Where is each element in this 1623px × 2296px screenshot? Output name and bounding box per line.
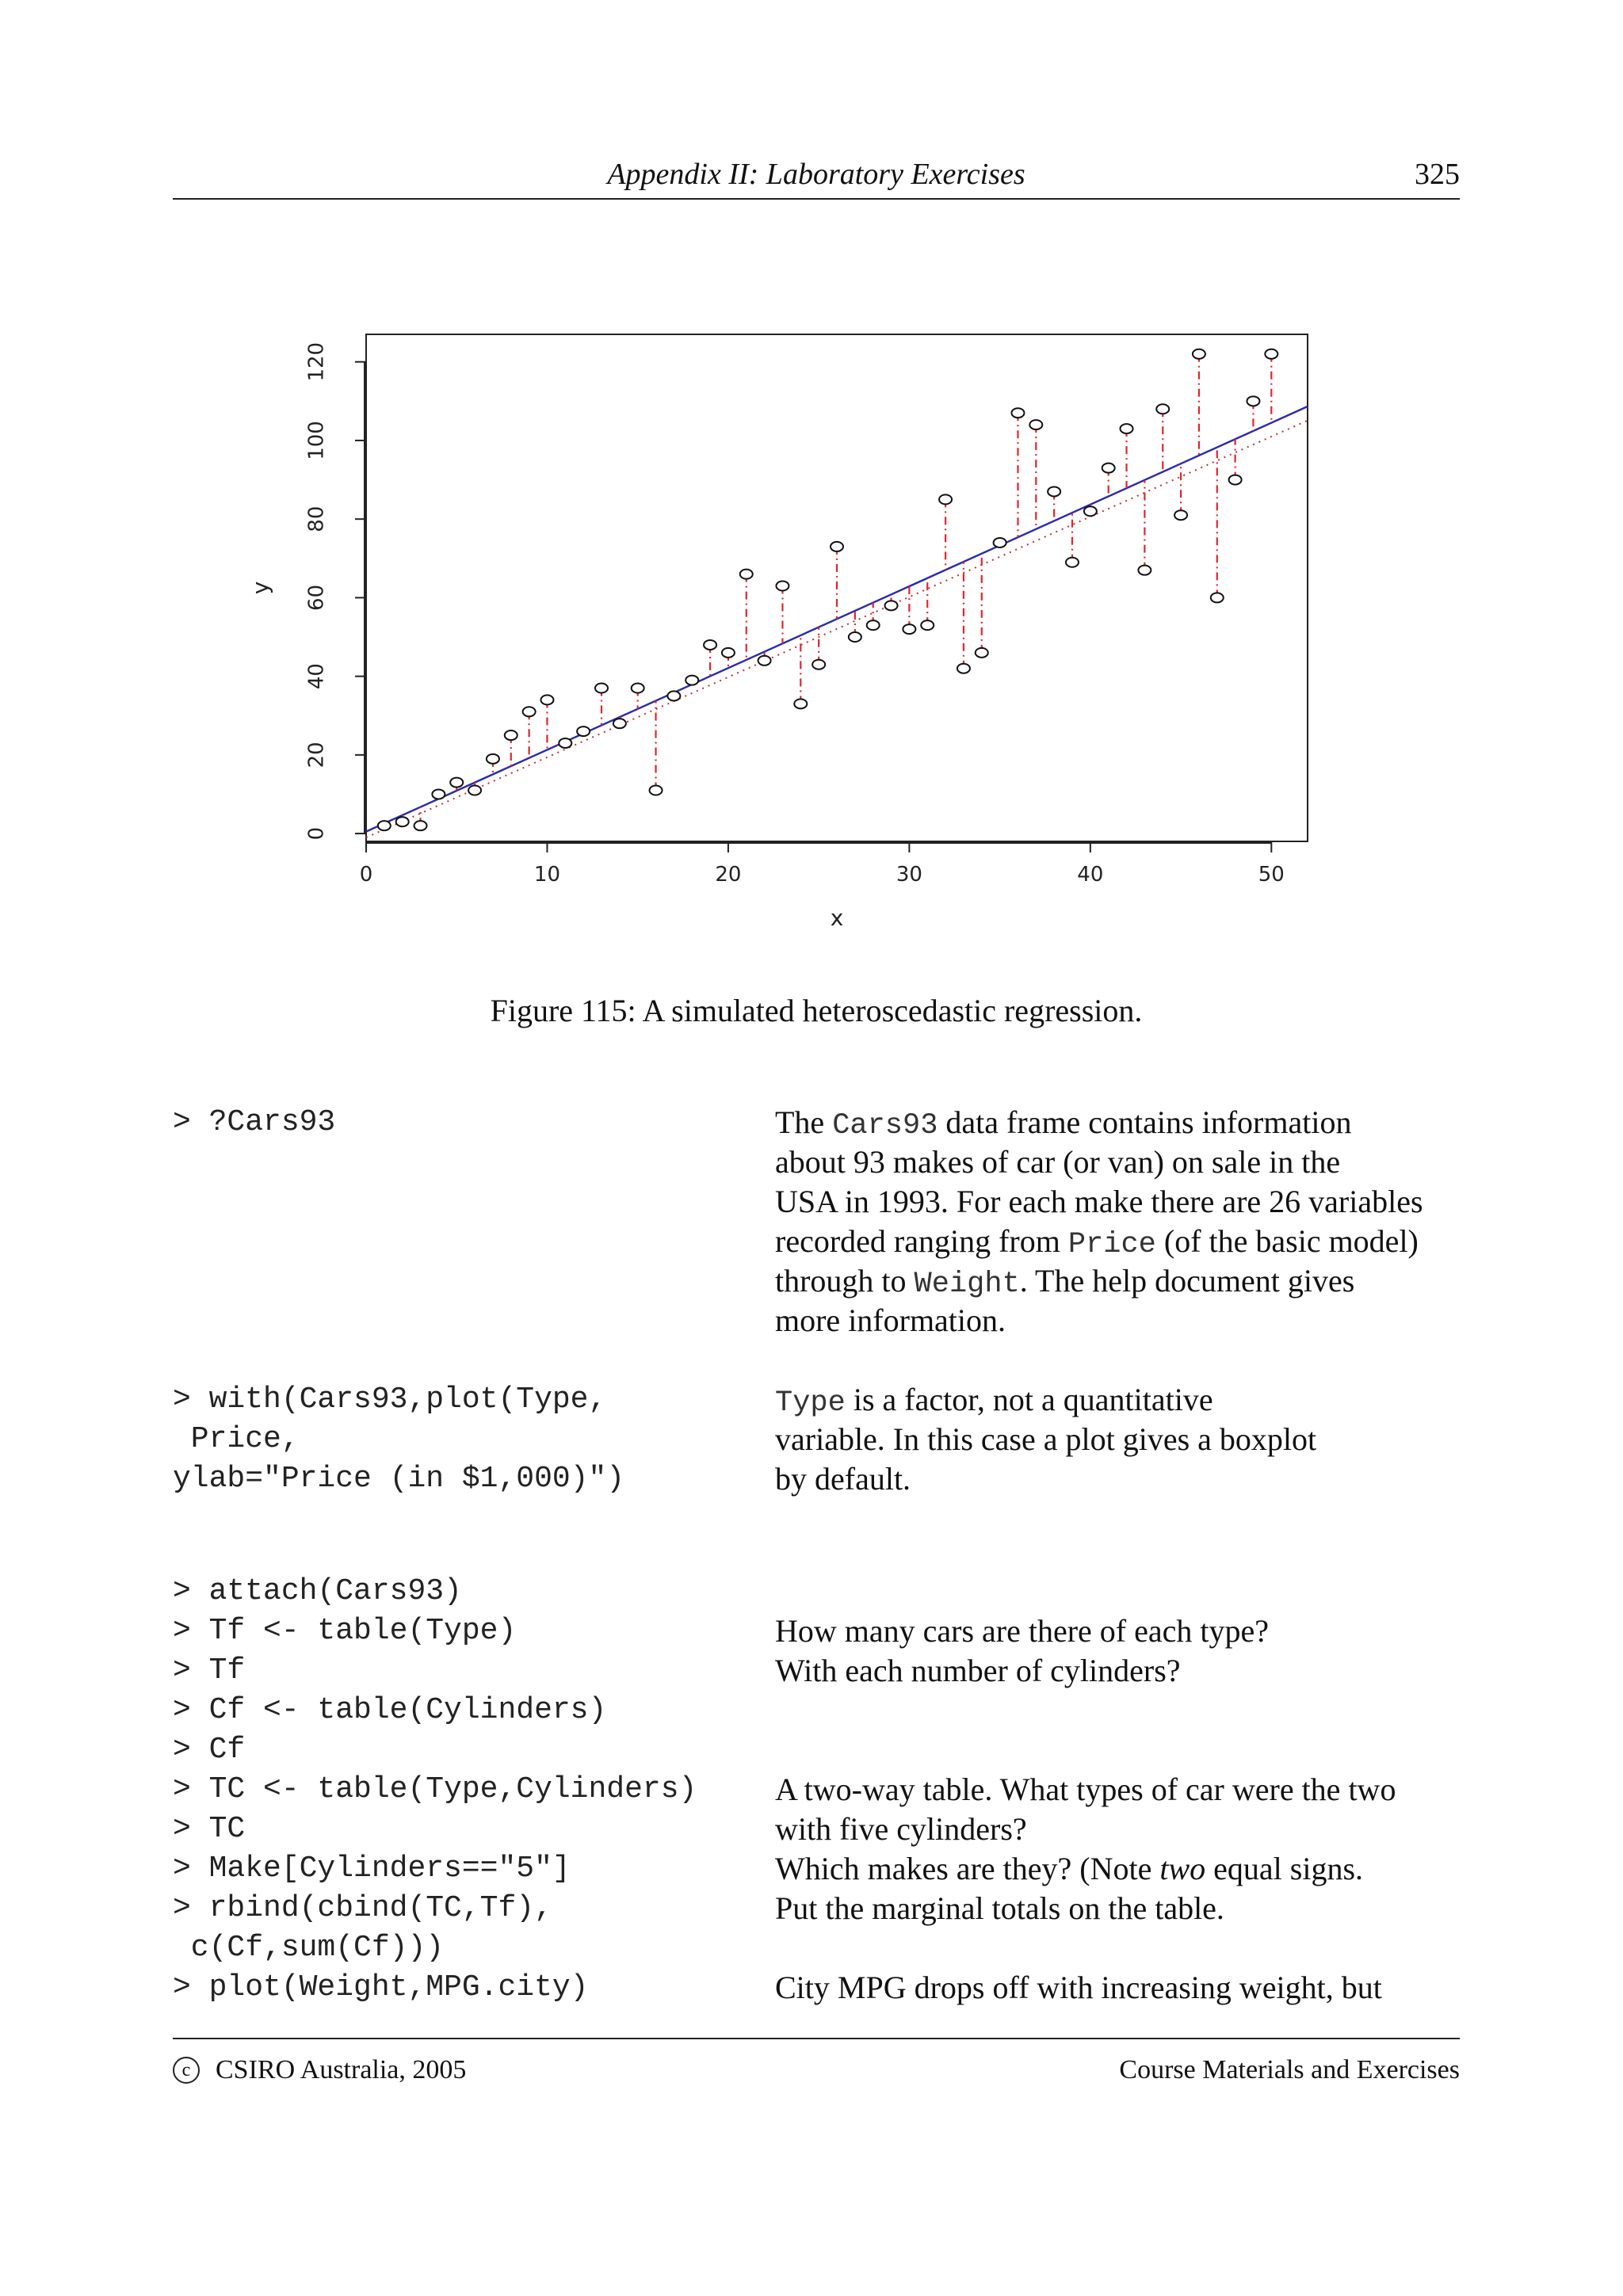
y-tick-label: 100 — [304, 421, 329, 460]
data-point — [396, 817, 409, 826]
copyright-icon: c — [173, 2057, 200, 2084]
note-help — [775, 1103, 1520, 1341]
page-footer — [173, 2038, 1460, 2095]
x-tick-label: 10 — [533, 863, 561, 887]
inline-code: Type — [775, 1386, 846, 1420]
data-point — [595, 684, 608, 693]
data-point — [1174, 510, 1187, 520]
inline-code: Price — [1067, 1228, 1156, 1261]
data-point — [1193, 349, 1205, 359]
note-line: Put the marginal totals on the table. — [775, 1890, 1224, 1926]
data-point — [1247, 396, 1259, 406]
data-point — [1121, 424, 1133, 433]
note-line: with five cylinders? — [775, 1811, 1027, 1847]
regression-line-true — [366, 421, 1308, 837]
note-line: about 93 makes of car (or van) on sale in the — [775, 1144, 1341, 1180]
data-point — [1229, 475, 1242, 485]
data-point — [540, 695, 553, 704]
data-point — [1084, 506, 1097, 516]
data-point — [831, 542, 843, 551]
data-point — [1029, 420, 1042, 429]
data-point — [722, 648, 735, 658]
note-line: recorded ranging from Price (of the basic model) — [775, 1223, 1419, 1261]
data-point — [812, 660, 825, 669]
data-point — [957, 664, 970, 673]
data-point — [650, 786, 663, 795]
y-tick-label: 80 — [304, 505, 329, 532]
note-line: through to Weight. The help document gives — [775, 1263, 1355, 1301]
code-line: > plot(Weight,MPG.city) — [173, 1970, 589, 2004]
x-tick-label: 30 — [896, 863, 922, 887]
data-point — [921, 620, 934, 630]
code-block-tables — [173, 1572, 697, 2008]
note-line: A two-way table. What types of car were the two — [775, 1772, 1396, 1807]
note-line: With each number of cylinders? — [775, 1653, 1181, 1688]
data-point — [432, 789, 445, 799]
emphasis: two — [1159, 1851, 1206, 1886]
code-line: > Cf <- table(Cylinders) — [173, 1693, 607, 1727]
note-tables — [775, 1572, 1520, 2008]
data-point — [1066, 558, 1079, 567]
code-line: > Tf <- table(Type) — [173, 1614, 517, 1648]
page-number: 325 — [1415, 158, 1460, 191]
y-tick-label: 0 — [304, 826, 329, 841]
footer-right-text: Course Materials and Exercises — [1119, 2055, 1460, 2084]
data-point — [667, 691, 680, 700]
y-tick-label: 40 — [304, 663, 329, 690]
code-block-plot-type — [173, 1380, 624, 1499]
y-axis-label: y — [247, 581, 273, 595]
note-line: more information. — [775, 1302, 1006, 1338]
data-point — [903, 624, 915, 634]
code-line: ylab="Price (in $1,000)") — [173, 1462, 625, 1496]
x-tick-label: 0 — [359, 863, 373, 887]
inline-code: Cars93 — [832, 1109, 938, 1142]
data-point — [794, 699, 807, 708]
data-point — [867, 620, 880, 630]
data-point — [632, 684, 644, 693]
data-point — [685, 676, 698, 685]
data-point — [1138, 566, 1151, 575]
data-point — [740, 570, 753, 579]
x-tick-label: 20 — [715, 863, 742, 887]
data-point — [559, 738, 571, 748]
note-line: The Cars93 data frame contains information — [775, 1104, 1352, 1142]
data-point — [976, 648, 988, 658]
code-line: > ?Cars93 — [173, 1105, 336, 1139]
code-block-help — [173, 1103, 335, 1142]
note-line: by default. — [775, 1461, 911, 1497]
footer-left-text: CSIRO Australia, 2005 — [216, 2055, 467, 2084]
note-plot-type — [775, 1380, 1520, 1499]
data-point — [414, 821, 427, 830]
data-point — [1265, 349, 1277, 359]
figure-caption: Figure 115: A simulated heteroscedastic regression. — [490, 993, 1143, 1028]
x-axis-label: x — [830, 905, 844, 931]
code-line: c(Cf,sum(Cf))) — [173, 1931, 445, 1965]
data-point — [468, 786, 481, 795]
data-point — [505, 730, 517, 740]
note-line: USA in 1993. For each make there are 26 variables — [775, 1184, 1423, 1219]
data-point — [704, 640, 716, 650]
code-line: > attach(Cars93) — [173, 1574, 462, 1608]
page-header — [173, 152, 1460, 200]
data-point — [1156, 404, 1169, 414]
code-line: > Tf — [173, 1653, 246, 1688]
data-point — [994, 538, 1006, 547]
data-point — [613, 719, 626, 728]
code-line: > rbind(cbind(TC,Tf), — [173, 1891, 552, 1925]
inline-code: Weight — [914, 1268, 1020, 1301]
data-point — [523, 707, 536, 716]
code-line: > TC — [173, 1812, 246, 1846]
data-point — [885, 601, 898, 610]
data-point — [1211, 593, 1224, 602]
code-line: > Make[Cylinders=="5"] — [173, 1852, 571, 1886]
x-tick-label: 40 — [1077, 863, 1104, 887]
y-tick-label: 20 — [304, 742, 329, 769]
note-line: How many cars are there of each type? — [775, 1613, 1270, 1649]
data-point — [1102, 463, 1115, 473]
data-point — [849, 632, 861, 642]
data-point — [1048, 486, 1060, 496]
scatter-plot — [238, 325, 1347, 959]
data-point — [776, 582, 789, 591]
code-line: > Cf — [173, 1733, 246, 1767]
data-point — [758, 656, 771, 666]
note-line: variable. In this case a plot gives a boxplot — [775, 1421, 1317, 1457]
data-point — [577, 727, 590, 736]
code-line: > TC <- table(Type,Cylinders) — [173, 1772, 697, 1806]
data-point — [487, 754, 499, 764]
x-tick-label: 50 — [1258, 863, 1285, 887]
data-point — [450, 778, 463, 788]
code-line: > with(Cars93,plot(Type, — [173, 1383, 607, 1417]
note-line: Which makes are they? (Note two equal signs. — [775, 1851, 1364, 1886]
y-tick-label: 60 — [304, 584, 329, 611]
note-line: Type is a factor, not a quantitative — [775, 1382, 1213, 1420]
data-point — [378, 821, 391, 830]
note-line: City MPG drops off with increasing weight, but — [775, 1970, 1382, 2005]
running-title: Appendix II: Laboratory Exercises — [607, 158, 1025, 191]
data-point — [1011, 408, 1024, 418]
data-point — [939, 494, 952, 504]
y-tick-label: 120 — [304, 341, 329, 382]
code-line: Price, — [173, 1422, 300, 1456]
